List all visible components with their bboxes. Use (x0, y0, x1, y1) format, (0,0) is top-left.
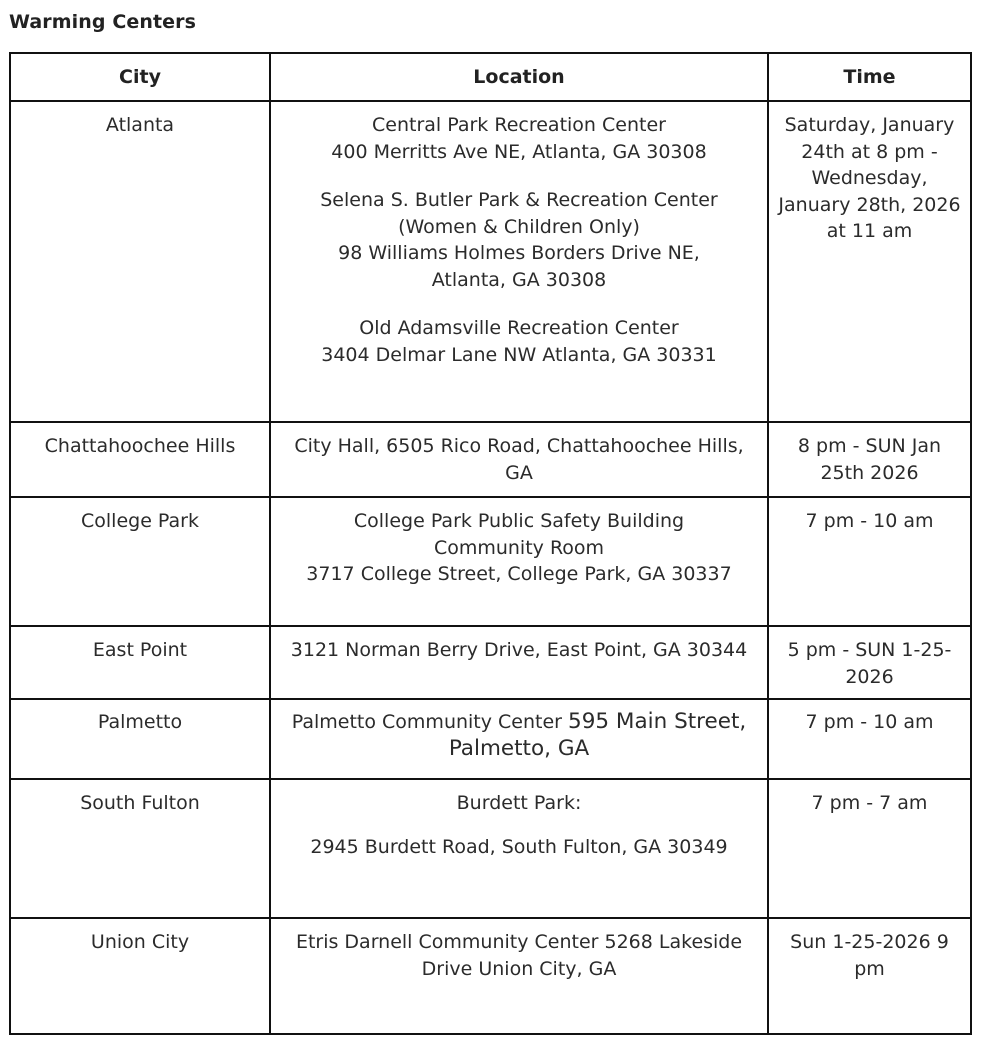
location-address: 595 Main Street, Palmetto, GA (448, 709, 747, 761)
location-address: 2945 Burdett Road, South Fulton, GA 30349 (310, 835, 728, 858)
location-cell: Etris Darnell Community Center 5268 Lakeside Drive Union City, GA (270, 918, 768, 1034)
location-cell (270, 101, 768, 422)
location-cell (270, 497, 768, 626)
location-name: College Park Public Safety Building (353, 510, 685, 532)
table-row (10, 918, 971, 1034)
table-row (10, 626, 971, 699)
table-row (10, 779, 971, 918)
table-row (10, 101, 971, 422)
location-address: 98 Williams Holmes Borders Drive NE, (338, 242, 700, 264)
time-cell: 8 pm - SUN Jan 25th 2026 (768, 422, 971, 497)
table-row (10, 422, 971, 497)
city-cell: South Fulton (10, 779, 270, 918)
time-cell: 7 pm - 10 am (768, 699, 971, 779)
page-title: Warming Centers (9, 11, 197, 33)
city-cell: Atlanta (10, 101, 270, 422)
location-name: Old Adamsville Recreation Center (359, 317, 679, 339)
location-name: Central Park Recreation Center (372, 114, 666, 136)
location-cell (270, 699, 768, 779)
location-cell: 3121 Norman Berry Drive, East Point, GA 30344 (270, 626, 768, 699)
warming-centers-table (9, 52, 972, 1035)
location-room: Community Room (433, 536, 605, 559)
location-address-cont: Atlanta, GA 30308 (431, 268, 607, 291)
time-cell: 7 pm - 10 am (768, 497, 971, 626)
time-cell: Sun 1-25-2026 9 pm (768, 918, 971, 1034)
city-cell: Union City (10, 918, 270, 1034)
table-row (10, 699, 971, 779)
location-entry (279, 187, 759, 293)
table-header-row (10, 53, 971, 101)
location-note: (Women & Children Only) (398, 215, 640, 238)
column-header-city: City (10, 53, 270, 101)
location-address: 400 Merritts Ave NE, Atlanta, GA 30308 (331, 140, 707, 163)
location-name: Burdett Park: (456, 792, 582, 814)
location-cell: City Hall, 6505 Rico Road, Chattahoochee Hills, GA (270, 422, 768, 497)
city-cell: Palmetto (10, 699, 270, 779)
city-cell: College Park (10, 497, 270, 626)
location-address: 3717 College Street, College Park, GA 30337 (306, 563, 732, 585)
time-cell: Saturday, January 24th at 8 pm - Wednesday, January 28th, 2026 at 11 am (768, 101, 971, 422)
location-address: 3404 Delmar Lane NW Atlanta, GA 30331 (321, 343, 717, 366)
time-cell: 5 pm - SUN 1-25-2026 (768, 626, 971, 699)
column-header-location: Location (270, 53, 768, 101)
city-cell: East Point (10, 626, 270, 699)
location-entry (279, 315, 759, 368)
time-cell: 7 pm - 7 am (768, 779, 971, 918)
location-cell (270, 779, 768, 918)
city-cell: Chattahoochee Hills (10, 422, 270, 497)
table-row (10, 497, 971, 626)
column-header-time: Time (768, 53, 971, 101)
location-name: Selena S. Butler Park & Recreation Center (320, 189, 718, 211)
location-entry (279, 112, 759, 165)
location-name: Palmetto Community Center (291, 711, 562, 733)
